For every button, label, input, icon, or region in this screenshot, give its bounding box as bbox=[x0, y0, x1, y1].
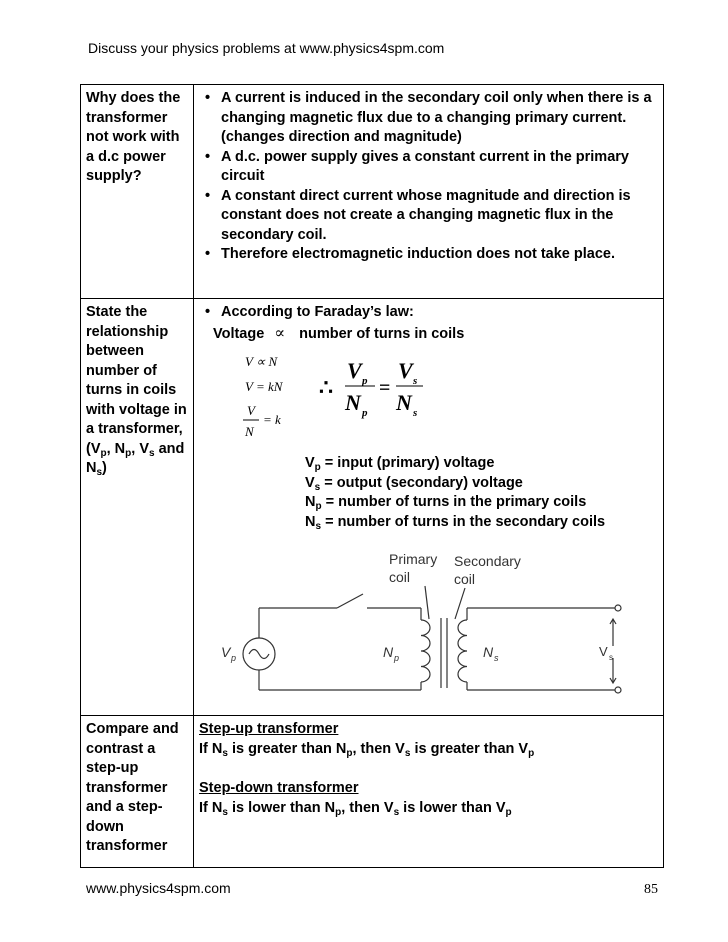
turns-text: number of turns in coils bbox=[299, 325, 465, 342]
question-text: State the relationship between number of turns in coils with voltage in a transformer, (V bbox=[86, 304, 187, 457]
def-symbol: N bbox=[305, 494, 316, 510]
list-item: • According to Faraday’s law: bbox=[221, 303, 659, 323]
np-symbol: N bbox=[345, 390, 361, 415]
subscript: s bbox=[413, 375, 418, 387]
definition-line bbox=[305, 454, 659, 474]
vp-symbol: V bbox=[347, 358, 362, 383]
secondary-label: coil bbox=[454, 571, 476, 587]
list-item: • A d.c. power supply gives a constant current in the primary circuit bbox=[221, 148, 659, 187]
subscript: p bbox=[231, 653, 237, 663]
question-cell: Compare and contrast a step-up transformer and a step-down transformer bbox=[81, 716, 194, 868]
list-item: • A constant direct current whose magnitude and direction is constant does not create a changing magnetic flux in the secondary coil. bbox=[221, 187, 659, 246]
ns-label: N bbox=[483, 644, 494, 660]
subscript: p bbox=[394, 653, 400, 663]
def-text: = number of turns in the secondary coils bbox=[321, 513, 606, 530]
def-symbol: V bbox=[305, 455, 315, 471]
vs-symbol: V bbox=[398, 358, 413, 383]
answer-cell bbox=[194, 716, 664, 868]
subscript: p bbox=[505, 806, 512, 818]
text: is lower than N bbox=[227, 799, 336, 816]
subscript: p bbox=[100, 447, 107, 459]
def-symbol: N bbox=[305, 513, 316, 530]
formula-line2: V = kN bbox=[245, 379, 283, 394]
stepup-title: Step-up transformer bbox=[199, 721, 339, 737]
answer-cell bbox=[194, 85, 664, 299]
text: If N bbox=[199, 799, 223, 816]
subscript: p bbox=[362, 375, 368, 387]
text: If N bbox=[199, 740, 223, 757]
question-cell: State the relationship between number of turns in coils with voltage in a transformer, ($V_p$, $N_p$, $V_s$ and $N_s$) bbox=[81, 299, 194, 716]
definition-line bbox=[305, 474, 659, 494]
text: is greater than V bbox=[410, 740, 529, 757]
circuit-wires bbox=[259, 586, 621, 693]
subscript: s bbox=[314, 481, 321, 493]
text: is lower than V bbox=[399, 799, 506, 816]
subscript: s bbox=[609, 653, 613, 662]
subscript: s bbox=[149, 447, 155, 459]
subscript: p bbox=[335, 806, 342, 818]
proportion-line bbox=[213, 323, 659, 345]
ns-symbol: N bbox=[396, 390, 412, 415]
table-row bbox=[81, 299, 664, 716]
stepdown-text bbox=[199, 799, 659, 819]
equals-symbol: = bbox=[379, 377, 391, 399]
subscript: s bbox=[222, 747, 228, 759]
question-text: N bbox=[114, 440, 126, 457]
table-row bbox=[81, 85, 664, 299]
primary-label: coil bbox=[389, 569, 411, 585]
vp-label: V bbox=[221, 644, 231, 660]
text: , then V bbox=[341, 799, 394, 816]
definitions bbox=[305, 454, 659, 532]
formula-block bbox=[199, 348, 659, 448]
sine-wave-icon bbox=[249, 650, 269, 659]
subscript: s bbox=[315, 520, 322, 532]
question-text: V bbox=[139, 440, 149, 457]
transformer-diagram bbox=[199, 544, 649, 709]
def-text: = number of turns in the primary coils bbox=[321, 494, 587, 510]
page-number: 85 bbox=[644, 882, 658, 897]
subscript: p bbox=[315, 501, 322, 512]
subscript: s bbox=[494, 653, 499, 663]
np-label: N bbox=[383, 644, 394, 660]
text: is greater than N bbox=[227, 740, 347, 757]
fraction-rhs: = k bbox=[263, 412, 281, 427]
subscript: p bbox=[362, 407, 368, 419]
stepup-text bbox=[199, 740, 659, 760]
question-text: N bbox=[86, 460, 97, 476]
voltage-word: Voltage bbox=[213, 325, 265, 342]
subscript: p bbox=[346, 747, 353, 759]
table-row bbox=[81, 716, 664, 868]
def-text: = input (primary) voltage bbox=[320, 455, 495, 471]
fraction-denominator: N bbox=[245, 424, 254, 439]
answer-list bbox=[199, 89, 659, 265]
definition-line bbox=[305, 513, 659, 533]
definition-line bbox=[305, 493, 659, 513]
def-text: = output (secondary) voltage bbox=[320, 474, 523, 491]
question-cell: Why does the transformer not work with a d.c power supply? bbox=[81, 85, 194, 299]
subscript: p bbox=[528, 747, 535, 759]
list-item: • A current is induced in the secondary coil only when there is a changing magnetic flux due to a changing primary current. (changes direction and magnitude) bbox=[221, 89, 659, 148]
page-header: Discuss your physics problems at www.physics4spm.com bbox=[88, 40, 445, 56]
vs-label: V bbox=[599, 644, 608, 659]
subscript: s bbox=[222, 806, 228, 818]
subscript: s bbox=[393, 806, 400, 818]
proportional-symbol: ∝ bbox=[274, 322, 286, 342]
subscript: p bbox=[314, 462, 321, 473]
subscript: s bbox=[404, 747, 411, 759]
def-symbol: V bbox=[305, 474, 315, 491]
fraction-numerator: V bbox=[247, 403, 255, 418]
qa-table bbox=[80, 84, 664, 868]
therefore-symbol: ∴ bbox=[319, 375, 333, 400]
text: , then V bbox=[352, 740, 405, 757]
footer-site: www.physics4spm.com bbox=[86, 880, 231, 896]
subscript: p bbox=[125, 447, 132, 459]
answer-cell bbox=[194, 299, 664, 716]
list-item: • Therefore electromagnetic induction does not take place. bbox=[221, 245, 659, 265]
subscript: s bbox=[96, 467, 103, 478]
primary-label: Primary bbox=[389, 551, 438, 567]
stepdown-title: Step-down transformer bbox=[199, 780, 359, 796]
answer-list bbox=[199, 303, 659, 323]
secondary-label: Secondary bbox=[454, 553, 521, 569]
formula-line1: V ∝ N bbox=[245, 354, 278, 369]
subscript: s bbox=[413, 407, 418, 419]
